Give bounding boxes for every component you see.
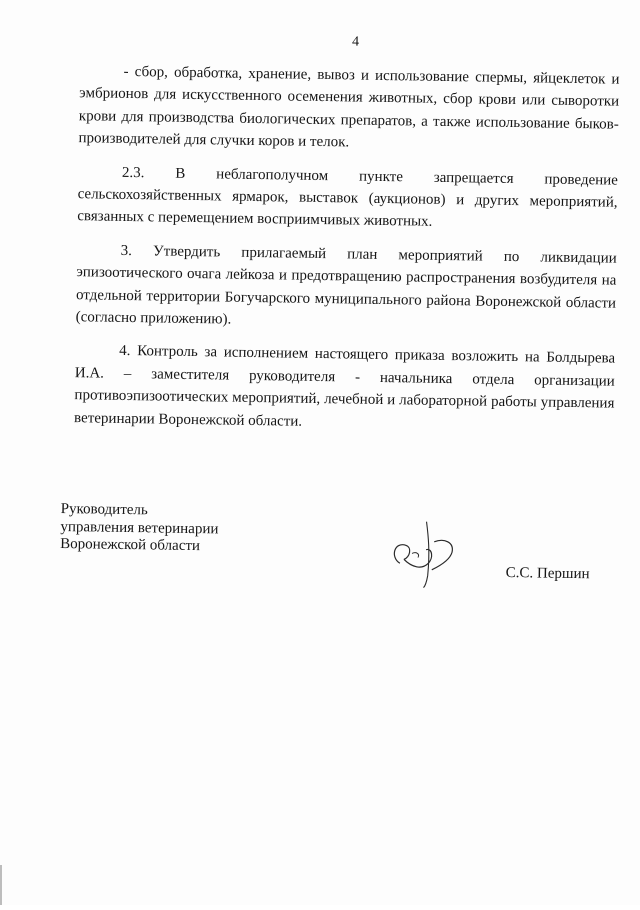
handwritten-signature [381, 511, 472, 592]
signatory-position [60, 501, 281, 557]
signatory-name: С.С. Першин [505, 564, 590, 583]
paragraph-4-control: 4. Контроль за исполнением настоящего приказа возложить на Болдырева И.А. – заместителя руководителя - начальника отдела организации противоэпизоотических мероприятий, лечебной и лабораторной работы управления ветеринарии Воронежской области. [73, 343, 616, 430]
paragraph-collection-ban: - сбор, обработка, хранение, вывоз и использование спермы, яйцеклеток и эмбрионов для искусственного осеменения животных, сбор крови или сыворотки крови для производства биологических препаратов, а также использование быков-производителей для случки коров и телок. [78, 63, 620, 151]
scan-edge-mark [0, 865, 2, 905]
signatory-position-line: Воронежской области [60, 535, 201, 555]
signatory-position-line: Руководитель [60, 500, 148, 519]
paragraph-3-approve-plan: 3. Утвердить прилагаемый план мероприятий по ликвидации эпизоотического очага лейкоза и предотвращению распространения возбудителя на отдельной территории Богучарского муниципального района Воронежской области (согласно приложению). [75, 242, 617, 328]
document-body [74, 60, 620, 449]
signatory-position-line: управления ветеринарии [60, 518, 219, 537]
paragraph-2-3-fairs-ban: 2.3. В неблагополучном пункте запрещается проведение сельскохозяйственных ярмарок, выставок (аукционов) и других мероприятий, связанных с перемещением восприимчивых животных. [77, 164, 619, 231]
page-number: 4 [351, 34, 360, 50]
